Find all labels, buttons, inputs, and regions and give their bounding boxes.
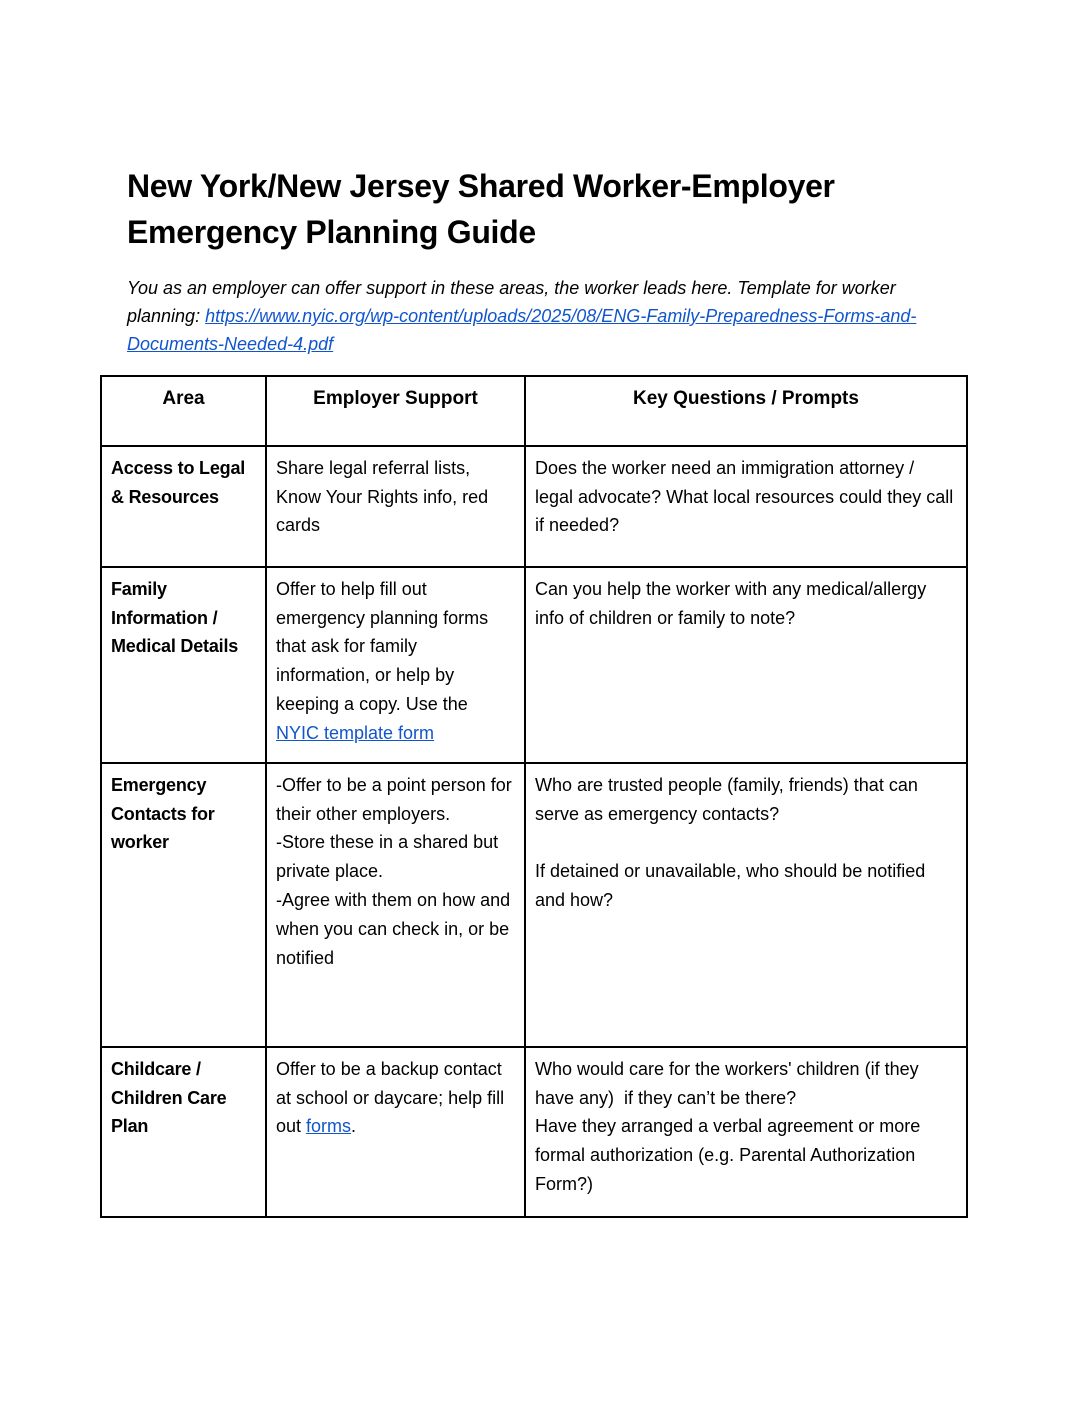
cell-key-questions <box>525 567 967 763</box>
support-paragraph <box>276 828 515 886</box>
question-paragraph: Have they arranged a verbal agreement or more formal authorization (e.g. Parental Authorization Form?) <box>535 1116 926 1195</box>
cell-area <box>101 763 266 1047</box>
question-paragraph: Does the worker need an immigration attorney / legal advocate? What local resources could they call if needed? <box>535 457 959 536</box>
header-area: Area <box>101 376 266 446</box>
cell-key-questions <box>525 1047 967 1217</box>
cell-employer-support <box>266 763 525 1047</box>
intro-text: You as an employer can offer support in these areas, the worker leads here. Template for worker planning: <box>127 278 896 327</box>
table-body <box>101 446 967 1217</box>
area-text: Family Information / Medical Details <box>111 578 239 657</box>
planning-table <box>100 375 968 1218</box>
nyic-template-form-link[interactable]: NYIC template form <box>276 722 435 743</box>
cell-area <box>101 567 266 763</box>
table-header <box>101 376 967 446</box>
support-paragraph <box>276 1055 515 1141</box>
support-text: . <box>351 1116 357 1137</box>
table-row <box>101 763 967 1047</box>
support-text: Offer to be a backup contact at school or daycare; help fill out <box>276 1058 510 1137</box>
header-key-questions: Key Questions / Prompts <box>525 376 967 446</box>
question-paragraph: Who would care for the workers' children (if they have any) if they can’t be there? <box>535 1058 924 1108</box>
support-text: -Agree with them on how and when you can check in, or be notified <box>276 890 516 968</box>
cell-employer-support <box>266 446 525 567</box>
intro-paragraph <box>127 275 961 359</box>
blank-line <box>535 828 957 857</box>
area-text: Access to Legal & Resources <box>111 457 250 507</box>
forms-link[interactable]: forms <box>306 1116 352 1137</box>
page-title: New York/New Jersey Shared Worker-Employer Emergency Planning Guide <box>127 168 835 251</box>
question-paragraph: If detained or unavailable, who should be notified and how? <box>535 861 931 911</box>
cell-key-questions <box>525 446 967 567</box>
cell-employer-support <box>266 1047 525 1217</box>
cell-area <box>101 1047 266 1217</box>
support-paragraph <box>276 771 515 829</box>
question-paragraph: Who are trusted people (family, friends) that can serve as emergency contacts? <box>535 774 923 824</box>
support-paragraph <box>276 575 515 748</box>
support-text: -Store these in a shared but private place. <box>276 832 504 882</box>
cell-employer-support <box>266 567 525 763</box>
area-text: Childcare / Children Care Plan <box>111 1058 232 1137</box>
question-paragraph: Can you help the worker with any medical/allergy info of children or family to note? <box>535 578 932 628</box>
support-paragraph <box>276 454 515 540</box>
support-paragraph <box>276 886 515 972</box>
cell-key-questions <box>525 763 967 1047</box>
header-employer-support: Employer Support <box>266 376 525 446</box>
table-row <box>101 446 967 567</box>
table-row <box>101 567 967 763</box>
support-text: -Offer to be a point person for their other employers. <box>276 774 517 824</box>
support-text: Share legal referral lists, Know Your Rights info, red cards <box>276 457 494 536</box>
area-text: Emergency Contacts for worker <box>111 774 220 853</box>
intro-url-link[interactable]: https://www.nyic.org/wp-content/uploads/2025/08/ENG-Family-Preparedness-Forms-and-Documents-Needed-4.pdf <box>127 306 917 354</box>
table-row <box>101 1047 967 1217</box>
cell-area <box>101 446 266 567</box>
header-row <box>101 376 967 446</box>
support-text: Offer to help fill out emergency planning forms that ask for family information, or help by keeping a copy. Use the <box>276 578 494 715</box>
